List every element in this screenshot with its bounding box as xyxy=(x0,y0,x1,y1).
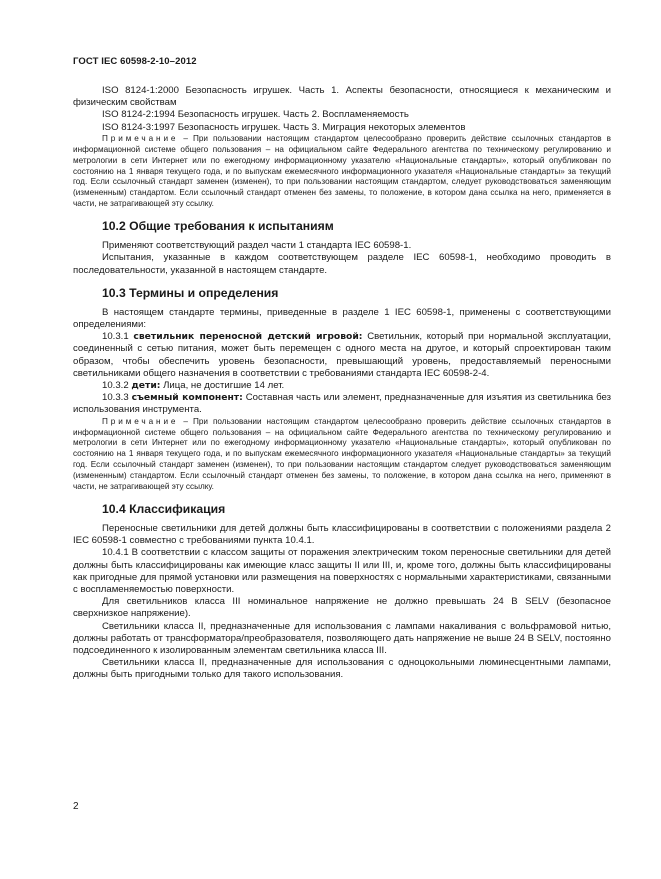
note-text: – При пользовании настоящим стандартом целесообразно проверить действие ссылочных стандартов в информационной системе общего пользования – на официальном сайте Федерального агентства по техническому регулированию и метрологии в сети Интернет или по ежегодному информационному указателю «Национальные стандарты», который опубликован по состоянию на 1 января текущего года, и по выпускам ежемесячного информационного указателя «Национальные стандарты» за текущий год. Если ссылочный стандарт заменен (изменен), то при пользовании настоящим стандартом следует руководствоваться заменяющим (измененным) стандартом. Если ссылочный стандарт отменен без замены, то положение, в котором дана ссылка на него, применяют в части, не затрагивающей эту ссылку. xyxy=(73,416,611,492)
term-number: 10.3.2 xyxy=(102,379,132,391)
reference-item: ISO 8124-1:2000 Безопасность игрушек. Часть 1. Аспекты безопасности, относящиеся к механическим и физическим свойствам xyxy=(73,85,611,109)
paragraph: Применяют соответствующий раздел части 1 стандарта IEC 60598-1. xyxy=(102,240,412,252)
term-name: съемный компонент: xyxy=(131,392,243,404)
term-definition xyxy=(73,392,611,416)
term-number: 10.3.3 xyxy=(102,392,132,404)
paragraph: 10.4.1 В соответствии с классом защиты от поражения электрическим током переносные светильники для детей должны быть классифицированы как имеющие класс защиты II или III, и, кроме того, должны быть классифицированы как пригодные для прямой установки или размещения на поверхностях с нормальными характеристиками, связанными с воспламеняемостью поверхности. xyxy=(73,547,611,595)
document-header: ГОСТ IEC 60598-2-10–2012 xyxy=(73,56,197,67)
section-heading: 10.2 Общие требования к испытаниям xyxy=(102,219,334,234)
reference-item: ISO 8124-3:1997 Безопасность игрушек. Часть 3. Миграция некоторых элементов xyxy=(102,121,466,133)
note-paragraph xyxy=(73,417,611,493)
paragraph: Испытания, указанные в каждом соответствующем разделе IEC 60598-1, необходимо проводить в последовательности, указанной в настоящем стандарте. xyxy=(73,252,611,276)
paragraph: В настоящем стандарте термины, приведенные в разделе 1 IEC 60598-1, применены с соответствующими определениями: xyxy=(73,306,611,330)
term-name: светильник переносной детский игровой: xyxy=(133,331,363,343)
term-number: 10.3.1 xyxy=(102,331,134,343)
term-definition xyxy=(73,380,611,392)
document-page xyxy=(73,56,611,682)
term-text: Светильник, который при нормальной эксплуатации, соединенный с сетью питания, может быть перемещен с одного места на другое, и который спроектирован таким образом, чтобы обеспечить уровень безопасности, превышающий уровень, предоставляемый переносными светильниками общего назначения в соответствии с требованиями стандарта IEC 60598-2-4. xyxy=(73,331,611,379)
page-number: 2 xyxy=(73,801,79,812)
section-heading: 10.4 Классификация xyxy=(102,501,226,516)
reference-item: ISO 8124-2:1994 Безопасность игрушек. Часть 2. Воспламеняемость xyxy=(102,109,409,121)
term-name: дети: xyxy=(131,379,161,391)
section-heading: 10.3 Термины и определения xyxy=(102,285,279,300)
note-text: – При пользовании настоящим стандартом целесообразно проверить действие ссылочных стандартов в информационной системе общего пользования – на официальном сайте Федерального агентства по техническому регулированию и метрологии в сети Интернет или по ежегодному информационному указателю «Национальные стандарты», который опубликован по состоянию на 1 января текущего года, и по выпускам ежемесячного информационного указателя «Национальные стандарты» за текущий год. Если ссылочный стандарт заменен (изменен), то при пользовании настоящим стандартом, следует руководствоваться заменяющим (измененным) стандартом. Если ссылочный стандарт отменен без замены, то положение, в котором дана ссылка на него, применяется в части, не затрагивающей эту ссылку. xyxy=(73,133,611,209)
term-text: Составная часть или элемент, предназначенные для изъятия из светильника без использования инструмента. xyxy=(73,392,611,416)
note-paragraph xyxy=(73,134,611,210)
note-label: Примечание xyxy=(102,133,179,143)
paragraph: Светильники класса II, предназначенные для использования с одноцокольными люминесцентными лампами, должны быть пригодными только для такого использования. xyxy=(73,657,611,681)
term-text: Лица, не достигшие 14 лет. xyxy=(160,379,285,391)
paragraph: Переносные светильники для детей должны быть классифицированы в соответствии с положениями раздела 2 IEC 60598-1 совместно с требованиями пункта 10.4.1. xyxy=(73,522,611,547)
term-definition xyxy=(73,331,611,380)
paragraph: Для светильников класса III номинальное напряжение не должно превышать 24 В SELV (безопасное сверхнизкое напряжение). xyxy=(73,596,611,620)
note-label: Примечание xyxy=(102,416,179,426)
paragraph: Светильники класса II, предназначенные для использования с лампами накаливания с вольфрамовой нитью, должны работать от трансформатора/преобразователя, позволяющего дать напряжение не выше 24 В SELV, постоянно подсоединенного к изолированным элементам светильника класса III. xyxy=(73,620,611,656)
